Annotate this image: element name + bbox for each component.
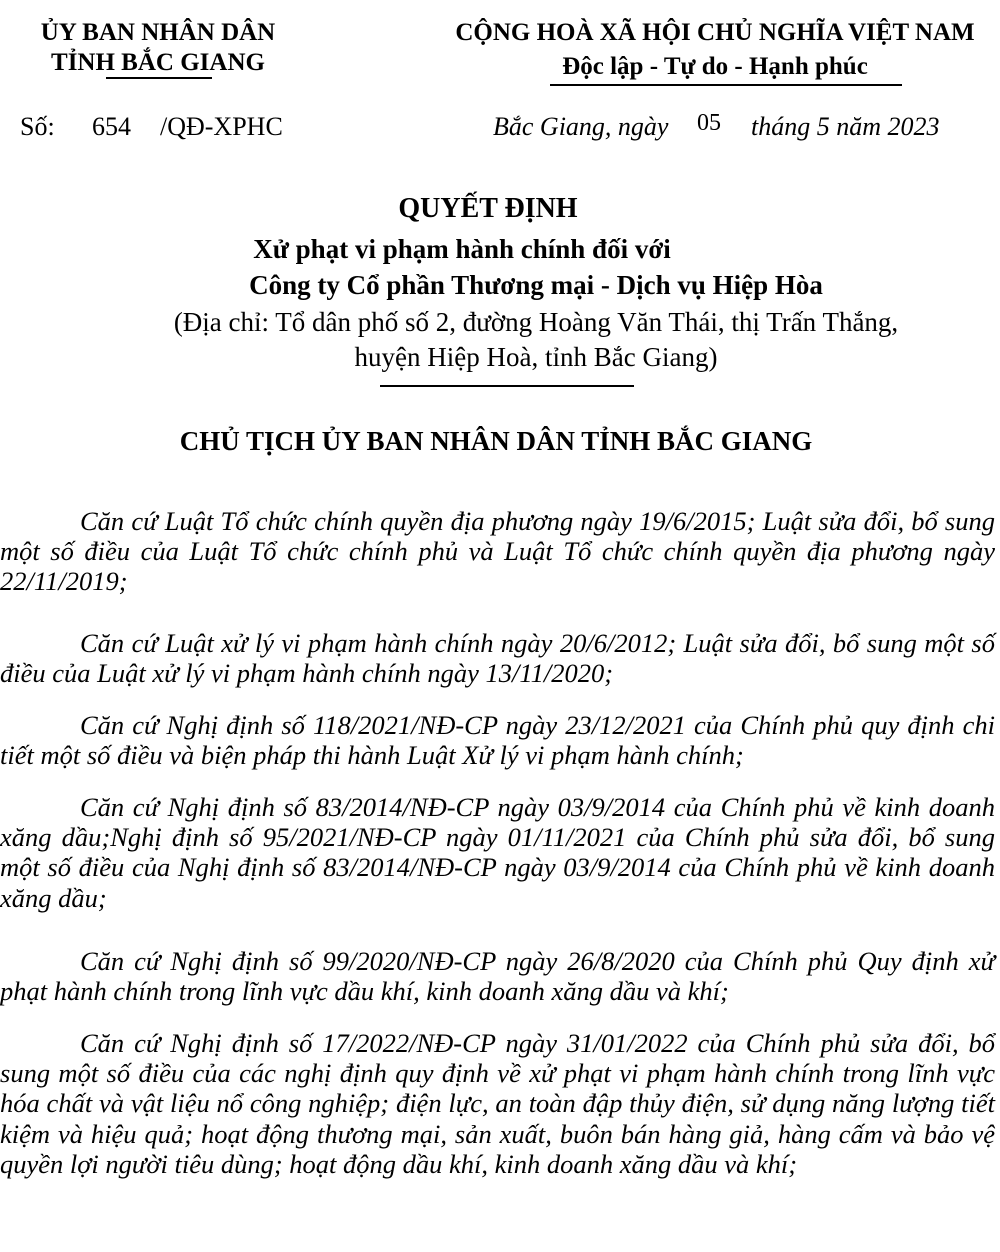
agency-name-line2: TỈNH BẮC GIANG <box>51 49 265 76</box>
legal-basis-paragraph: Căn cứ Nghị định số 99/2020/NĐ-CP ngày 26/8/2020 của Chính phủ Quy định xử phạt hành chính trong lĩnh vực dầu khí, kinh doanh xăng dầu và khí; <box>0 946 995 1007</box>
doc-number-label: Số: <box>20 112 55 141</box>
title-underline <box>380 385 634 387</box>
doc-number-value: 654 <box>92 112 131 141</box>
doc-date-suffix: tháng 5 năm 2023 <box>751 112 940 141</box>
legal-basis-paragraph: Căn cứ Luật xử lý vi phạm hành chính ngày 20/6/2012; Luật sửa đổi, bổ sung một số điều của Luật xử lý vi phạm hành chính ngày 13/11/2020; <box>0 628 995 689</box>
decision-subject-line1: Xử phạt vi phạm hành chính đối với <box>253 234 671 264</box>
legal-basis-paragraph: Căn cứ Luật Tổ chức chính quyền địa phương ngày 19/6/2015; Luật sửa đổi, bổ sung một số điều của Luật Tổ chức chính phủ và Luật Tổ chức chính quyền địa phương ngày 22/11/2019; <box>0 506 995 597</box>
nation-name: CỘNG HOÀ XÃ HỘI CHỦ NGHĨA VIỆT NAM <box>455 19 975 46</box>
address-line2: huyện Hiệp Hoà, tỉnh Bắc Giang) <box>354 342 718 372</box>
address-line1: (Địa chỉ: Tổ dân phố số 2, đường Hoàng Văn Thái, thị Trấn Thắng, <box>173 307 899 337</box>
doc-number-suffix: /QĐ-XPHC <box>160 112 283 141</box>
legal-basis-paragraph: Căn cứ Nghị định số 17/2022/NĐ-CP ngày 31/01/2022 của Chính phủ sửa đổi, bổ sung một số điều của các nghị định quy định về xử phạt vi phạm hành chính trong lĩnh vực hóa chất và vật liệu nổ công nghiệp; điện lực, an toàn đập thủy điện, sử dụng năng lượng tiết kiệm và hiệu quả; hoạt động thương mại, sản xuất, buôn bán hàng giả, hàng cấm và bảo vệ quyền lợi người tiêu dùng; hoạt động dầu khí, kinh doanh xăng dầu và khí; <box>0 1028 995 1179</box>
legal-basis-paragraph: Căn cứ Nghị định số 83/2014/NĐ-CP ngày 03/9/2014 của Chính phủ về kinh doanh xăng dầu;Nghị định số 95/2021/NĐ-CP ngày 01/11/2021 của Chính phủ sửa đổi, bổ sung một số điều của Nghị định số 83/2014/NĐ-CP ngày 03/9/2014 của Chính phủ về kinh doanh xăng dầu; <box>0 792 995 913</box>
doc-date-day: 05 <box>697 110 721 136</box>
authority-heading: CHỦ TỊCH ỦY BAN NHÂN DÂN TỈNH BẮC GIANG <box>179 426 813 456</box>
decision-subject-line2: Công ty Cổ phần Thương mại - Dịch vụ Hiệp Hòa <box>249 270 823 300</box>
doc-date-prefix: Bắc Giang, ngày <box>493 112 669 141</box>
motto-underline <box>550 84 902 86</box>
agency-underline <box>106 77 212 79</box>
nation-motto: Độc lập - Tự do - Hạnh phúc <box>562 53 868 80</box>
decision-title: QUYẾT ĐỊNH <box>398 193 578 224</box>
agency-name-line1: ỦY BAN NHÂN DÂN <box>40 19 276 46</box>
legal-basis-paragraph: Căn cứ Nghị định số 118/2021/NĐ-CP ngày 23/12/2021 của Chính phủ quy định chi tiết một số điều và biện pháp thi hành Luật Xử lý vi phạm hành chính; <box>0 710 995 771</box>
